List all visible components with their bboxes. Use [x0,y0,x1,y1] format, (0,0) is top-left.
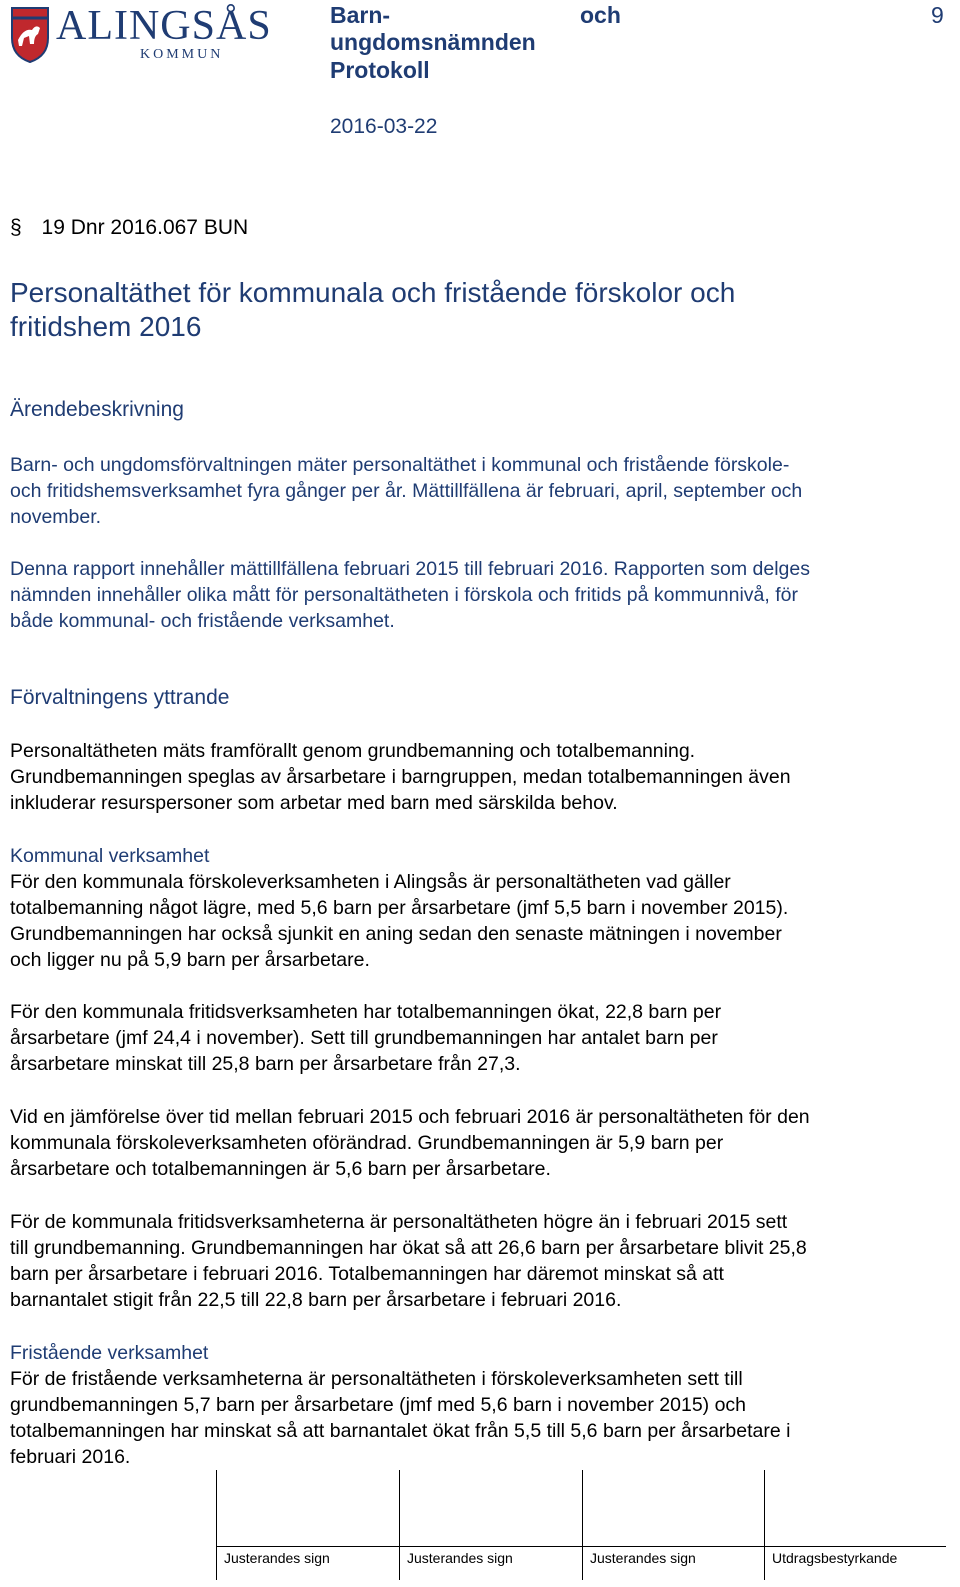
text-line: totalbemanning något lägre, med 5,6 barn per årsarbetare (jmf 5,5 barn i november 2015). [10,897,789,919]
divider [582,1470,583,1580]
text-line: grundbemanningen 5,7 barn per årsarbetare (jmf med 5,6 barn i november 2015) och [10,1394,747,1416]
certification-label: Utdragsbestyrkande [772,1550,898,1566]
committee-name-line1-right: och [580,2,621,28]
text-line: Personaltätheten mäts framförallt genom grundbemanning och totalbemanning. [10,740,696,762]
text-line: Vid en jämförelse över tid mellan februari 2015 och februari 2016 är personaltätheten för den [10,1106,810,1128]
text-line: totalbemanningen har minskat så att barnantalet ökat från 5,5 till 5,6 barn per årsarbetare i [10,1420,791,1442]
text-line: både kommunal- och fristående verksamhet. [10,610,395,632]
paragraph [10,452,946,530]
text-line: kommunala förskoleverksamheten oförändrad. Grundbemanningen är 5,9 barn per [10,1132,724,1154]
text-line: För den kommunala fritidsverksamheten har totalbemanningen ökat, 22,8 barn per [10,1001,722,1023]
text-line: För de fristående verksamheterna är personaltätheten i förskoleverksamheten sett till [10,1368,743,1390]
subheading-fristaende: Fristående verksamhet [10,1342,209,1364]
text-line: årsarbetare (jmf 24,4 i november). Sett till grundbemanningen har antalet barn per [10,1027,718,1049]
text-line: inkluderar resurspersoner som arbetar med barn med särskilda behov. [10,792,618,814]
text-line: och ligger nu på 5,9 barn per årsarbetare. [10,949,370,971]
municipality-logo [10,2,300,66]
coat-of-arms-icon [10,4,50,64]
committee-name-line2: ungdomsnämnden [330,29,536,55]
paragraph [10,738,946,816]
logo-subtitle: KOMMUN [140,47,224,62]
committee-name-line1: Barn- [330,2,391,28]
section-title-line: fritidshem 2016 [10,311,202,342]
text-line: För de kommunala fritidsverksamheterna är personaltätheten högre än i februari 2015 sett [10,1211,788,1233]
heading-forvaltningens-yttrande: Förvaltningens yttrande [10,686,230,709]
divider [399,1470,400,1580]
section-ref: 19 Dnr 2016.067 BUN [41,216,249,239]
document-type: Protokoll [330,57,430,83]
signature-label: Justerandes sign [224,1550,330,1566]
text-line: Grundbemanningen speglas av årsarbetare i barngruppen, medan totalbemanningen även [10,766,791,788]
section-ref-line [10,216,248,240]
paragraph [10,556,946,634]
paragraph [10,1104,946,1182]
paragraph [10,999,946,1077]
text-line: februari 2016. [10,1446,131,1468]
signature-label: Justerandes sign [407,1550,513,1566]
text-line: Barn- och ungdomsförvaltningen mäter personaltäthet i kommunal och fristående förskole- [10,454,790,476]
text-line: För den kommunala förskoleverksamheten i Alingsås är personaltätheten vad gäller [10,871,731,893]
section-title-line: Personaltäthet för kommunala och fristående förskolor och [10,277,736,308]
divider [764,1470,765,1580]
text-line: Grundbemanningen har också sjunkit en aning sedan den senaste mätningen i november [10,923,782,945]
paragraph [10,869,946,973]
paragraph [10,1209,946,1313]
meeting-date: 2016-03-22 [330,115,438,138]
divider [216,1470,217,1580]
text-line: november. [10,506,102,528]
section-mark: § [10,216,22,239]
section-title [10,276,946,344]
logo-wordmark: ALINGSÅS [56,3,272,49]
text-line: barnantalet stigit från 22,5 till 22,8 barn per årsarbetare i februari 2016. [10,1289,622,1311]
text-line: och fritidshemsverksamhet fyra gånger per år. Mättillfällena är februari, april, september och [10,480,803,502]
text-line: årsarbetare minskat till 25,8 barn per årsarbetare från 27,3. [10,1053,521,1075]
heading-arendebeskrivning: Ärendebeskrivning [10,398,184,421]
text-line: Denna rapport innehåller mättillfällena februari 2015 till februari 2016. Rapporten som delges [10,558,810,580]
text-line: barn per årsarbetare i februari 2016. Totalbemanningen har däremot minskat så att [10,1263,724,1285]
text-line: till grundbemanning. Grundbemanningen har ökat så att 26,6 barn per årsarbetare blivit 25,8 [10,1237,807,1259]
signature-label: Justerandes sign [590,1550,696,1566]
text-line: årsarbetare och totalbemanningen är 5,6 barn per årsarbetare. [10,1158,551,1180]
page-number: 9 [931,2,944,28]
subheading-kommunal: Kommunal verksamhet [10,845,210,867]
paragraph [10,1366,946,1470]
divider [216,1546,946,1547]
text-line: nämnden innehåller olika mått för personaltätheten i förskola och fritids på kommunnivå, för [10,584,798,606]
